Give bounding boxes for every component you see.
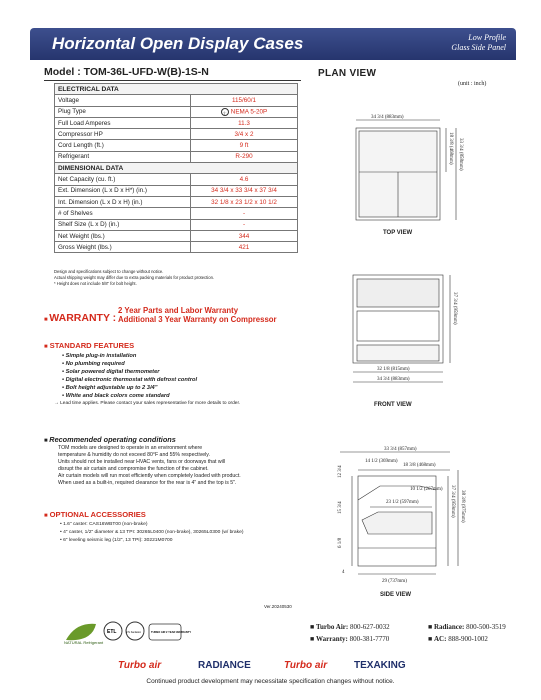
list-item: • Solar powered digital thermometer xyxy=(62,368,240,376)
warranty-label-text: WARRANTY : xyxy=(49,312,117,324)
dim-label: 34 3/4 (883mm) xyxy=(377,377,410,382)
spec-note: * Height does not include 5/8" for bolt height. xyxy=(54,281,137,286)
plan-view-title: PLAN VIEW xyxy=(318,68,377,79)
recommended-title-text: Recommended operating conditions xyxy=(49,435,176,444)
model-number: Model : TOM-36L-UFD-W(B)-1S-N xyxy=(44,66,209,78)
cert-label: ETL xyxy=(107,629,117,635)
spec-label: Voltage xyxy=(55,95,191,106)
dim-label: 37 3/4 (959mm) xyxy=(452,292,457,325)
spec-label: Ext. Dimension (L x D x H*) (in.) xyxy=(55,185,191,196)
recommended-line: When used as a built-in, required clearance for the rear is 4" and the top is 5". xyxy=(58,480,237,486)
spec-label: Int. Dimension (L x D x H) (in.) xyxy=(55,196,191,207)
spec-label: Net Capacity (cu. ft.) xyxy=(55,174,191,185)
spec-value: 34 3/4 x 33 3/4 x 37 3/4 xyxy=(191,185,298,196)
spec-value: 32 1/8 x 23 1/2 x 10 1/2 xyxy=(191,196,298,207)
bullet-icon: ■ xyxy=(44,513,48,519)
recommended-line: disrupt the air curtain and compromise the function of the cabinet. xyxy=(58,466,209,472)
front-view-canopy xyxy=(357,279,439,307)
contact-label: Turbo Air: xyxy=(315,623,349,631)
brand-logos xyxy=(118,660,458,672)
contact-item: ■ Radiance: 800-500-3519 xyxy=(428,623,506,631)
list-item: • Digital electronic thermostat with defrost control xyxy=(62,376,240,384)
dim-label: 18 3/8 (468mm) xyxy=(403,463,436,468)
list-item: • 4" caster, 1/2" diameter & 13 TPI: 30265L0400 (non-brake), 30265L0300 (w/ brake) xyxy=(60,529,243,537)
spec-value: NEMA 5-20P xyxy=(230,108,268,116)
contact-item: ■ Warranty: 800-381-7770 xyxy=(310,635,390,643)
contact-item: ■ AC: 888-900-1002 xyxy=(428,635,488,643)
turbo-air-warranty-icon xyxy=(147,620,192,651)
spec-label: Refrigerant xyxy=(55,151,191,162)
cert-label: NATURAL Refrigerant xyxy=(64,640,104,645)
front-view-label: FRONT VIEW xyxy=(374,402,412,408)
dim-label: 37 3/4 (959mm) xyxy=(450,485,455,518)
dim-label: 32 1/8 (815mm) xyxy=(377,367,410,372)
recommended-line: Units should not be installed near HVAC vents, fans or doorways that will xyxy=(58,459,226,465)
spec-note: Actual shipping weight may differ due to extra packing materials for product protection. xyxy=(54,275,215,280)
list-item: • No plumbing required xyxy=(62,360,240,368)
dim-label: 4 xyxy=(342,570,345,575)
contact-item: ■ Turbo Air: 800-627-0032 xyxy=(310,623,390,631)
etl-sanitation-icon xyxy=(124,620,146,651)
list-item: • 6" leveling seismic leg (1/2", 13 TPI): 30221M0700 xyxy=(60,537,243,545)
dim-label: 12 3/4 xyxy=(338,465,343,478)
spec-label: # of Shelves xyxy=(55,208,191,219)
dim-label: 33 3/4 (857mm) xyxy=(384,447,417,452)
list-item: • Simple plug-in installation xyxy=(62,352,240,360)
spec-value: - xyxy=(191,219,298,230)
cert-label: TURBO AIR 2 YEAR WARRANTY xyxy=(151,631,192,634)
contact-number: 800-381-7770 xyxy=(349,635,390,643)
side-view-well xyxy=(362,512,432,534)
plug-icon: ·|· xyxy=(221,108,229,116)
spec-value: 4.6 xyxy=(191,174,298,185)
warranty-line: 2 Year Parts and Labor Warranty xyxy=(118,306,239,315)
spec-value: 9 ft xyxy=(191,140,298,151)
lead-time-note: → Lead time applies. Please contact your sales representative for more details to order. xyxy=(54,400,240,408)
side-view-label: SIDE VIEW xyxy=(380,592,412,598)
natural-refrigerant-icon xyxy=(62,620,102,651)
page-title: Horizontal Open Display Cases xyxy=(52,34,304,53)
list-item: • 1.6" caster: CAS16WBT00 (non-brake) xyxy=(60,521,243,529)
contact-number: 888-900-1002 xyxy=(448,635,488,643)
spec-label: Plug Type xyxy=(55,106,191,117)
spec-label: Compressor HP xyxy=(55,129,191,140)
contact-info xyxy=(310,621,525,645)
dim-label: 34 3/4 (883mm) xyxy=(371,115,404,120)
list-item: • White and black colors come standard xyxy=(62,392,240,400)
turbo-air-logo: Turbo air xyxy=(118,660,162,671)
spec-label: Full Load Amperes xyxy=(55,117,191,128)
etl-icon xyxy=(102,620,124,651)
spec-value: 115/60/1 xyxy=(191,95,298,106)
contact-row xyxy=(310,621,525,633)
dim-label: 14 1/2 (369mm) xyxy=(365,459,398,464)
dim-label: 23 1/2 (597mm) xyxy=(386,500,419,505)
subtitle-line-2: Glass Side Panel xyxy=(451,43,506,52)
accessories-title-text: OPTIONAL ACCESSORIES xyxy=(49,510,146,519)
top-view-label: TOP VIEW xyxy=(383,230,413,236)
dim-label: 10 1/2 (267mm) xyxy=(410,487,443,492)
unit-note: (unit : inch) xyxy=(458,81,487,87)
texaking-logo: TEXAKING xyxy=(354,660,406,671)
spec-value: 421 xyxy=(191,242,298,253)
disclaimer: Continued product development may necessitate specification changes without notice. xyxy=(146,678,395,685)
cert-label: ETL Sanitation xyxy=(126,632,141,634)
dim-label: 15 3/4 xyxy=(338,501,343,514)
spec-label: Shelf Size (L x D) (in.) xyxy=(55,219,191,230)
spec-value: R-290 xyxy=(191,151,298,162)
recommended-line: TOM models are designed to operate in an environment where xyxy=(58,445,203,451)
contact-number: 800-500-3519 xyxy=(466,623,506,631)
front-view-window xyxy=(357,311,439,341)
bullet-icon: ■ xyxy=(44,344,48,350)
dim-label: 18 3/8 (468mm) xyxy=(448,132,453,165)
dim-label: 6 1/8 xyxy=(338,537,343,548)
electrical-title: ELECTRICAL DATA xyxy=(55,84,298,95)
dimensional-title: DIMENSIONAL DATA xyxy=(55,163,298,174)
spec-label: Cord Length (ft.) xyxy=(55,140,191,151)
spec-label: Gross Weight (lbs.) xyxy=(55,242,191,253)
spec-label: Net Weight (lbs.) xyxy=(55,230,191,241)
contact-number: 800-627-0032 xyxy=(349,623,390,631)
spec-value: 3/4 x 2 xyxy=(191,129,298,140)
turbo-air-logo: Turbo air xyxy=(284,660,328,671)
spec-value: 11.3 xyxy=(191,117,298,128)
bullet-icon: ■ xyxy=(44,317,50,323)
bullet-icon: ■ xyxy=(44,438,50,444)
dim-label: 33 3/4 (858mm) xyxy=(458,138,463,171)
front-view-grill xyxy=(357,345,439,361)
radiance-logo: RADIANCE xyxy=(198,660,251,671)
warranty-line: Additional 3 Year Warranty on Compressor xyxy=(118,315,277,324)
spec-value: - xyxy=(191,208,298,219)
recommended-line: Air curtain models will run most efficiently when completely loaded with product. xyxy=(58,473,241,479)
spec-note: Design and specifications subject to change without notice. xyxy=(54,269,164,274)
features-title-text: STANDARD FEATURES xyxy=(49,341,135,350)
contact-row xyxy=(310,633,525,645)
contact-label: AC: xyxy=(433,635,447,643)
version-label: Ver.20240530 xyxy=(264,604,292,609)
contact-label: Radiance: xyxy=(433,623,465,631)
contact-label: Warranty: xyxy=(315,635,348,643)
dim-label: 38 3/8 (975mm) xyxy=(460,490,465,523)
spec-value: 344 xyxy=(191,230,298,241)
subtitle-line-1: Low Profile xyxy=(468,33,506,42)
dim-label: 29 (737mm) xyxy=(382,579,407,584)
recommended-line: temperature & humidity do not exceed 80°F and 55% respectively. xyxy=(58,452,210,458)
list-item: • Bolt height adjustable up to 2 3/4" xyxy=(62,384,240,392)
